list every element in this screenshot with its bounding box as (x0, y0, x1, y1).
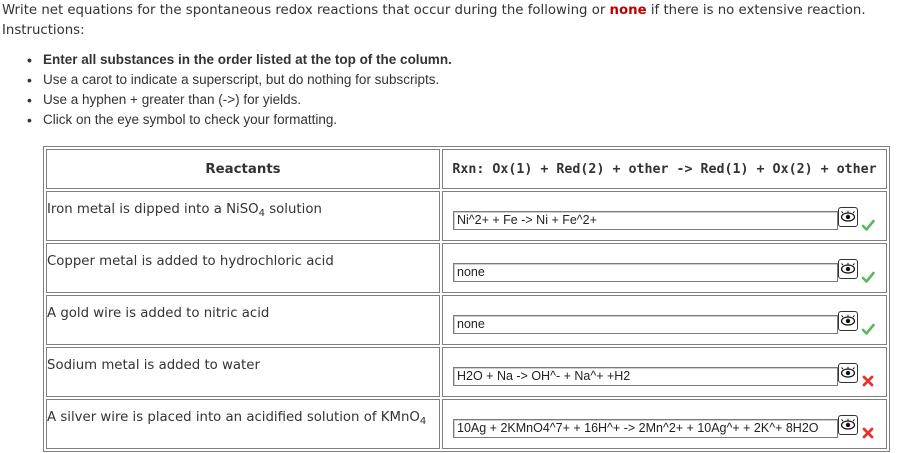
instruction-item: • Click on the eye symbol to check your formatting. (0, 110, 452, 130)
none-keyword: none (609, 3, 647, 18)
check-icon (861, 322, 875, 336)
answer-cell (442, 399, 887, 449)
table-row (46, 295, 887, 345)
instructions-list (0, 50, 452, 130)
reactant-text: A silver wire is placed into an acidified solution of KMnO$_4$ (47, 409, 427, 427)
eye-icon (840, 210, 856, 224)
answer-cell (442, 191, 887, 241)
instruction-item: • Use a carot to indicate a superscript, but do nothing for subscripts. (0, 70, 452, 90)
reactant-text: Copper metal is added to hydrochloric acid (47, 253, 334, 269)
reactant-cell (46, 347, 440, 397)
reactant-cell (46, 191, 440, 241)
eye-button[interactable] (838, 207, 858, 227)
instruction-item: • Use a hyphen + greater than (->) for yields. (0, 90, 452, 110)
answer-input[interactable]: Ni^2+ + Fe -> Ni + Fe^2+ (453, 211, 838, 230)
reactant-cell (46, 243, 440, 293)
intro-text (2, 1, 866, 41)
answer-input[interactable]: none (453, 315, 838, 334)
table-row (46, 243, 887, 293)
reactant-text: Sodium metal is added to water (47, 357, 260, 373)
reactant-text: A gold wire is added to nitric acid (47, 305, 270, 321)
cross-icon (861, 374, 875, 388)
table-row (46, 347, 887, 397)
reactant-cell (46, 295, 440, 345)
eye-button[interactable] (838, 415, 858, 435)
check-icon (861, 218, 875, 232)
instructions-heading: Instructions: (2, 23, 85, 38)
header-reactants: Reactants (46, 149, 440, 189)
instruction-item: • Enter all substances in the order listed at the top of the column. (0, 50, 452, 70)
eye-icon (840, 366, 856, 380)
eye-icon (840, 262, 856, 276)
reactant-cell (46, 399, 440, 449)
reactant-text: Iron metal is dipped into a NiSO$_4$ solution (47, 201, 322, 219)
answer-cell (442, 347, 887, 397)
answer-input[interactable]: none (453, 263, 838, 282)
cross-icon (861, 426, 875, 440)
eye-icon (840, 418, 856, 432)
table-row (46, 191, 887, 241)
check-icon (861, 270, 875, 284)
header-rxn: Rxn: Ox(1) + Red(2) + other -> Red(1) + Ox(2) + other (442, 149, 887, 189)
reaction-table (43, 146, 890, 452)
answer-cell (442, 295, 887, 345)
eye-button[interactable] (838, 311, 858, 331)
intro-line-1: Write net equations for the spontaneous redox reactions that occur during the following or none if there is no extensive reaction. (2, 3, 866, 18)
eye-button[interactable] (838, 363, 858, 383)
answer-input[interactable]: H2O + Na -> OH^- + Na^+ +H2 (453, 367, 838, 386)
answer-cell (442, 243, 887, 293)
answer-input[interactable]: 10Ag + 2KMnO4^7+ + 16H^+ -> 2Mn^2+ + 10Ag^+ + 2K^+ 8H2O (453, 419, 838, 438)
table-row (46, 399, 887, 449)
table-header-row (46, 149, 887, 189)
eye-icon (840, 314, 856, 328)
eye-button[interactable] (838, 259, 858, 279)
